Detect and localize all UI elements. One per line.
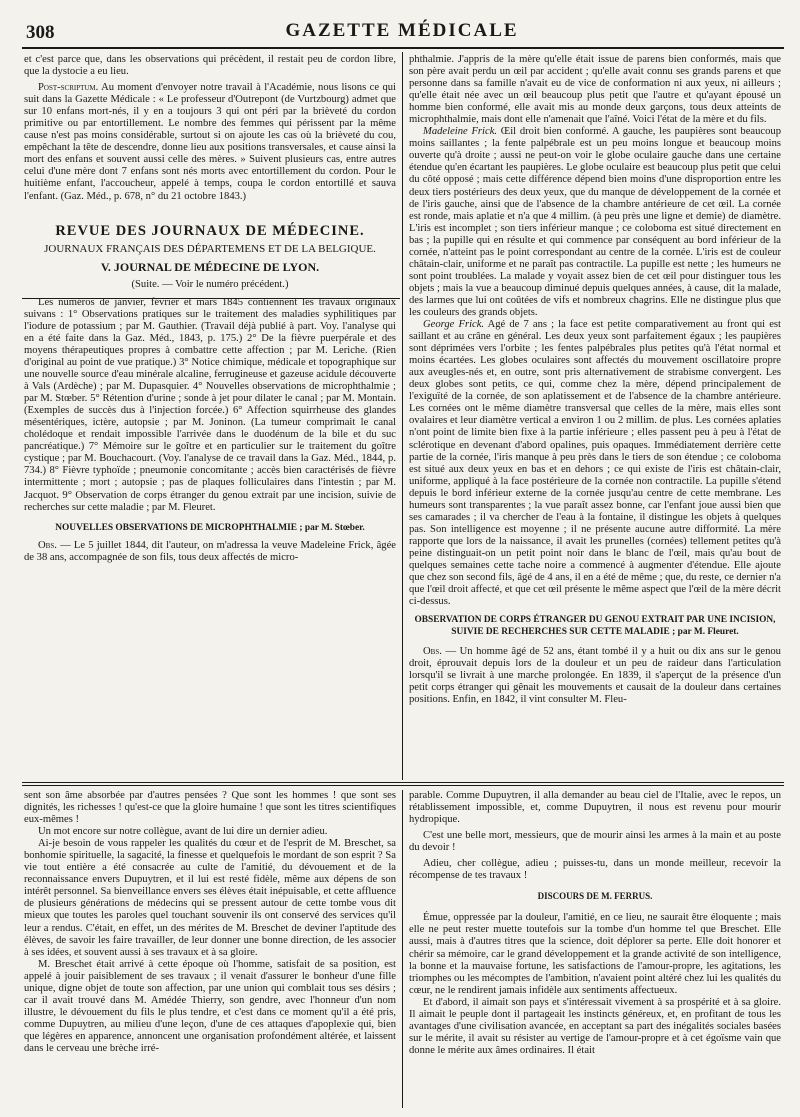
article-title: OBSERVATION DE CORPS ÉTRANGER DU GENOU EXTRAIT PAR UNE INCISION, SUIVIE DE RECHERCHES SUR CETTE MALADIE ; par M. Fleuret. bbox=[414, 615, 776, 638]
paragraph: sent son âme absorbée par d'autres pensées ? Que sont les hommes ! que sont ses dignités, les richesses ! qu'est-ce que la gloire humaine ! que sont les titres scientifiques eux-mêmes ! bbox=[24, 790, 396, 826]
obs-label: Obs. bbox=[38, 539, 57, 551]
journal-title: V. JOURNAL DE MÉDECINE DE LYON. bbox=[100, 259, 320, 274]
section-title: REVUE DES JOURNAUX DE MÉDECINE. bbox=[55, 222, 365, 239]
postscript-label: Post-scriptum. bbox=[38, 82, 99, 94]
column-divider-bottom bbox=[402, 790, 403, 1108]
section-rule bbox=[22, 782, 784, 783]
page-header bbox=[22, 18, 782, 46]
postscript-text: Au moment d'envoyer notre travail à l'Académie, nous lisons ce qui suit dans la Gazette Médicale : « Le professeur d'Outrepont (de Vurtzbourg) admet que sur 10 enfans mort-nés, il y en a toujours 3 qui ont péri par la brièveté du cordon primitive ou par entortillement. Le nombre des femmes qui périssent par la même cause n'est pas moins considérable, surtout si on ajoute les cas où la brièveté du cou, empêchant la tête de descendre, donne lieu aux positions transversales, et cause ainsi la mort des enfans et souvent aussi celle des mères. » Suivent plusieurs cas, entre autres celui d'une mère dont 7 enfans sont nés morts avec entortillement du cordon. Pour le huitième enfant, l'accoucheur, appelé à temps, coupa le cordon entortillé et sauva l'enfant. (Gaz. Méd., p. 678, n° du 21 octobre 1843.) bbox=[24, 82, 396, 202]
article-title: NOUVELLES OBSERVATIONS DE MICROPHTHALMIE ; par M. Stœber. bbox=[55, 522, 365, 533]
journal-masthead: GAZETTE MÉDICALE bbox=[285, 20, 519, 41]
obs-label: Obs. bbox=[423, 646, 442, 658]
paragraph: Et d'abord, il aimait son pays et s'intéressait vivement à sa prospérité et à sa gloire. Il aimait le peuple dont il partageait les instincts généreux, et, en profitant de tous les avantages d'une civilisation avancée, en acceptant sa part des inégalités sociales basées sur le mérite, il avait su résister au vertige de l'amour-propre et à cet égoïsme vain que donne le mérite aux âmes ordinaires. Il était bbox=[409, 996, 781, 1056]
header-rule bbox=[22, 47, 784, 49]
paragraph: Un mot encore sur notre collègue, avant de lui dire un dernier adieu. bbox=[38, 826, 328, 838]
right-column-top bbox=[409, 54, 781, 780]
continuation-note: (Suite. — Voir le numéro précédent.) bbox=[131, 278, 289, 290]
paragraph: parable. Comme Dupuytren, il alla demander au beau ciel de l'Italie, avec le repos, un rétablissement impossible, et, comme Dupuytren, il nous est revenu pour mourir hydropique. bbox=[409, 790, 781, 826]
page-number: 308 bbox=[26, 22, 55, 43]
section-subtitle: JOURNAUX FRANÇAIS DES DÉPARTEMENS ET DE LA BELGIQUE. bbox=[44, 242, 376, 255]
case-text: Agé de 7 ans ; la face est petite comparativement au front qui est saillant et au crâne en général. Les deux yeux sont parfaitement égaux ; les paupières sont déprimées vers l'orbite ; les fentes palpébrales plus petites qu'à l'état normal et moins écartées. Les globes oculaires sont affectés du mouvement oscillatoire propre aux aveugles-nés et, en outre, sont pris alternativement de strabisme convergent. Les deux globes sont petits, ce qui, comme chez la mère, dépend principalement de l'exiguïté de la cornée, de son aplatissement et de l'absence de la chambre antérieure. Les cornées ont le même diamètre transversal que celles de la mère, mais elles sont ovalaires et leur diamètre vertical a environ 1 ou 2 millim. de plus. Les cornées aplaties n'ont point de limite bien fixe à la partie inférieure ; elles passent peu à peu à l'état de sclérotique en devenant d'abord opalines, puis opaques. Immédiatement derrière cette partie de la cornée, l'iris manque à peu près dans le tiers de son étendue ; ce coloboma est situé aux deux yeux en bas et en dehors ; ce qui existe de l'iris est châtain-clair, uniforme, appliqué à la face postérieure de la cornée non contractile. La pupille s'étend depuis le bord inférieur externe de la cornée jusqu'au centre de cette membrane. Les humeurs sont transparentes ; la vue paraît assez bonne, car l'enfant joue aussi bien que ses camarades ; il va chercher de l'eau à la fontaine, il distingue les objets à quelques pas. Son intelligence est moyenne ; il ne présente aucune autre difformité. La mère rapporte que lors de la naissance, il avait les prunelles (cornées) tellement petites qu'à peine distinguait-on un petit point noir dans le blanc de l'œil, mais qu'au bout de quelques semaines cette tache noire a commencé à augmenter d'étendue. Elle ajoute que chez son second fils, âgé de 4 ans, il en a été de même ; que, du reste, ce dernier n'a que l'œil droit affecté, et que cet œil présente le même aspect que l'œil de la mère décrit ci-dessus. bbox=[409, 319, 781, 608]
paragraph: C'est une belle mort, messieurs, que de mourir ainsi les armes à la main et au poste du devoir ! bbox=[409, 830, 781, 854]
right-column-bottom bbox=[409, 790, 781, 1112]
case-label: George Frick. bbox=[423, 319, 485, 331]
paragraph: et c'est parce que, dans les observations qui précèdent, il restait peu de cordon libre, que la dystocie a eu lieu. bbox=[24, 54, 396, 78]
paragraph: Émue, oppressée par la douleur, l'amitié, en ce lieu, ne saurait être éloquente ; mais elle ne peut rester muette toutefois sur la tombe d'un homme tel que Breschet. Elle aussi, mais à d'autres titres que la science, doit déplorer sa perte. Elle doit honorer et chérir sa mémoire, car le grand développement et la grande activité de son intelligence, la bonne et la mauvaise fortune, les satisfactions de l'amour-propre, les agitations, les triomphes ou les mécomptes de l'ambition, n'avaient point altéré chez lui les qualités du cœur, ne le rendirent jamais infidèle aux sentiments affectueux. bbox=[409, 912, 781, 996]
paragraph bbox=[409, 126, 781, 319]
paragraph: Ai-je besoin de vous rappeler les qualités du cœur et de l'esprit de M. Breschet, sa bonhomie spirituelle, la sagacité, la finesse et quelquefois le mordant de son esprit ? Sa vie tout entière a été consacrée au culte de l'amitié, du dévouement et de la reconnaissance envers Dupuytren, et il lui est resté fidèle, même aux dépens de son intérêt personnel. Sa bienveillance envers ses élèves était inépuisable, et cette affluence de plusieurs générations de médecins qui se pressent autour de cette tombe vous dit mieux que toutes les paroles quel touchant souvenir ils ont conservé des services qu'il leur a rendus. C'était, en effet, un des mérites de M. Breschet de deviner l'aptitude des élèves, de savoir les faire travailler, de leur donner une bonne direction, de les associer à ses idées, et souvent aussi à ses travaux et à sa gloire. bbox=[24, 838, 396, 958]
left-column-top bbox=[24, 54, 396, 780]
left-column-bottom bbox=[24, 790, 396, 1112]
obs-text: — Un homme âgé de 52 ans, étant tombé il y a huit ou dix ans sur le genou droit, éprouvait depuis lors de la douleur et un peu de raideur dans l'articulation lorsqu'il se livrait à une marche prolongée. En 1839, il s'aperçut de la présence d'un petit corps étranger qui gênait les mouvements et causait de la douleur dans certaines positions. Enfin, en 1842, il vint consulter M. Fleu- bbox=[409, 646, 781, 706]
paragraph: Adieu, cher collègue, adieu ; puisses-tu, dans un monde meilleur, recevoir la récompense de tes travaux ! bbox=[409, 858, 781, 882]
paragraph bbox=[409, 319, 781, 608]
speech-title: DISCOURS DE M. FERRUS. bbox=[537, 891, 653, 902]
case-text: Œil droit bien conformé. A gauche, les paupières sont beaucoup moins saillantes ; la fente palpébrale est un peu moins longue et beaucoup moins ouverte qu'à droite ; aussi ne peut-on voir le globe oculaire gauche dans une certaine étendue qu'en écartant les paupières. Le globe oculaire est beaucoup plus petit que celui du côté opposé ; mais cette différence dépend bien moins d'une disproportion entre les deux tiers postérieurs des deux yeux, que du manque de développement de la cornée et de l'iris gauche, ainsi que de l'absence de la chambre antérieure de cet œil. La cornée est ronde, mais aplatie et n'a que 4 millim. (à peu près une ligne et demie) de diamètre. L'iris est incomplet ; son tiers inférieur manque ; ce coloboma est situé directement en bas ; la pupille qui en résulte et qui commence par conséquent au bord inférieur de la cornée, n'atteint pas le point correspondant au centre de la cornée. L'iris est de couleur châtain-clair, uniforme et ne paraît pas contractile. La pupille est nette ; les humeurs ne sont point troublées. La malade y voyait assez bien de cet œil pour distinguer tous les objets ; mais la vue a beaucoup diminué depuis quelques années, à cause, dit la malade, des larmes que lui ont coûtées de vifs et nombreux chagrins. Elle ne distingue plus que les couleurs des grands objets. bbox=[409, 126, 781, 318]
section-rule-2 bbox=[22, 785, 784, 786]
paragraph bbox=[409, 646, 781, 706]
paragraph: Les numéros de janvier, février et mars 1845 contiennent les travaux originaux suivans : 1° Observations pratiques sur le traitement des maladies syphilitiques par l'iodure de potassium ; par M. Gauthier. (Travail déjà publié à part. Voy. l'analyse qui en a été faite dans la Gaz. Méd., 1843, p. 175.) 2° De la fièvre puerpérale et des moyens thérapeutiques propres à combattre cette affection ; par M. Leriche. (Rien d'original au point de vue pratique.) 3° Notice chimique, médicale et topographique sur une nouvelle source d'eau minérale alcaline, ferrugineuse et gazeuse acidule découverte à Vals (Ardèche) ; par M. Dupasquier. 4° Nouvelles observations de microphthalmie ; par M. Stœber. 5° Rétention d'urine ; sonde à jet pour dilater le canal ; par M. Montain. (Exemples de succès dus à l'injection forcée.) 6° Affection squirrheuse des glandes mésentériques, ictère, autopsie ; par M. Joninon. (La tumeur comprimait le canal cholédoque et rendait impossible l'arrivée dans le duodénum de la bile et du suc pancréatique.) 7° Mémoire sur le goître et en particulier sur le traitement du goître cystique ; par M. Bouchacourt. (Voy. l'analyse de ce travail dans la Gaz. Méd., 1844, p. 734.) 8° Fièvre typhoïde ; pneumonie concomitante ; accès bien caractérisés de fièvre intermittente ; mort ; autopsie ; pas de plaques folliculaires dans l'intestin ; par M. Jacquot. 9° Observation de corps étranger du genou extrait par une incision, suivie de recherches sur cette maladie ; par M. Fleuret. bbox=[24, 296, 396, 513]
paragraph: phthalmie. J'appris de la mère qu'elle était issue de parens bien conformés, mais que son père avait perdu un œil par accident ; qu'elle avait connu ses grands parens et que personne dans sa famille n'avait eu de vice de conformation ni aux yeux, ni ailleurs ; qu'elle était née avec un œil beaucoup plus petit que l'autre et qu'ayant épousé un homme bien conformé, elle avait mis au monde deux garçons, tous deux atteints de microphthalmie, mais dont elle n'amenait que l'aîné. Voici l'état de la mère et du fils. bbox=[409, 54, 781, 126]
paragraph bbox=[24, 540, 396, 564]
paragraph: M. Breschet était arrivé à cette époque où l'homme, satisfait de sa position, est appelé à jouir paisiblement de ses travaux ; il venait d'assurer le bonheur d'une fille unique, digne objet de toute son affection, par une union qui comblait tous ses désirs ; car il avait trouvé dans M. Amédée Thierry, son gendre, avec l'honneur d'un nom illustre, le dévouement du fils le plus tendre, et c'est dans ce moment qu'il a été pris, comme Dupuytren, au milieu d'une leçon, d'une de ces attaques d'apoplexie qui, bien que légères en apparence, annoncent une organisation profondément altérée, et laissent dans le cerveau une brèche irré- bbox=[24, 958, 396, 1054]
column-divider-top bbox=[402, 52, 403, 780]
postscript-paragraph bbox=[24, 82, 396, 202]
obs-text: — Le 5 juillet 1844, dit l'auteur, on m'adressa la veuve Madeleine Frick, âgée de 38 ans, accompagnée de son fils, tous deux affectés de micro- bbox=[24, 539, 396, 563]
case-label: Madeleine Frick. bbox=[423, 126, 498, 138]
